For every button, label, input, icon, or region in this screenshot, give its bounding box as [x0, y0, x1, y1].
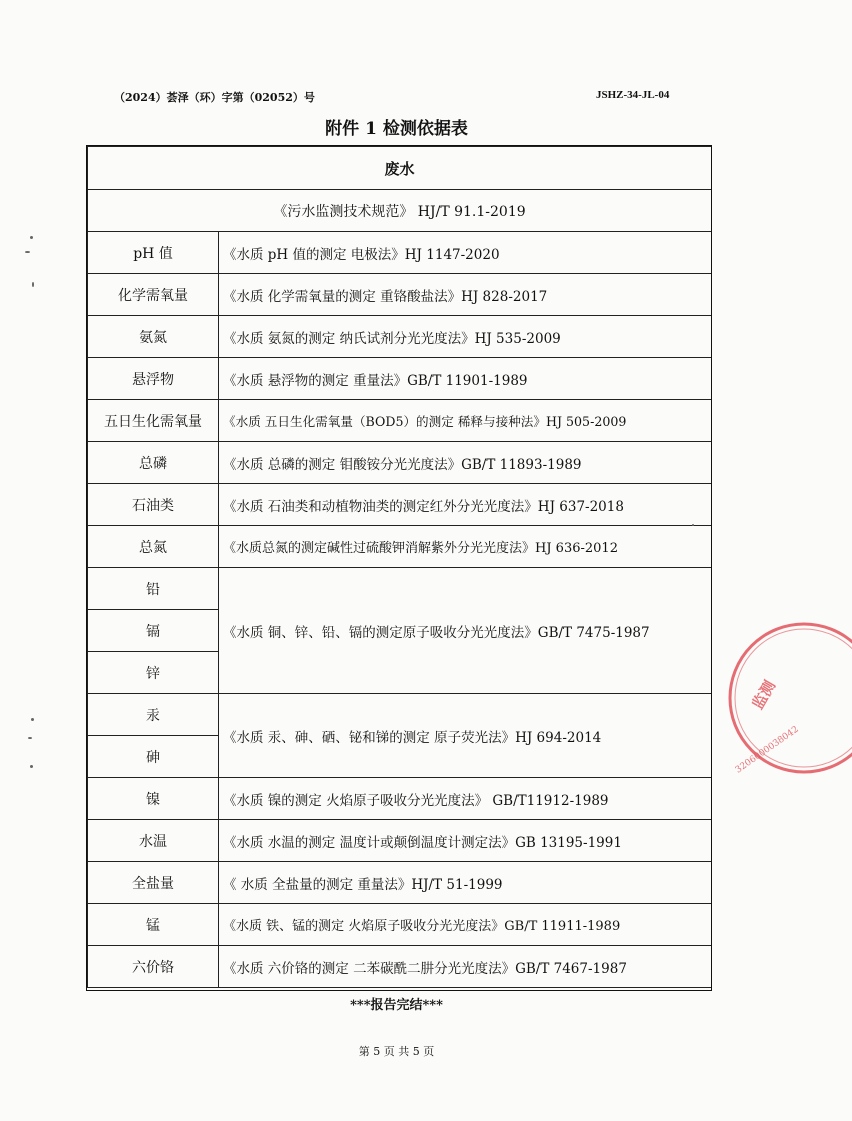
scan-speck	[31, 718, 34, 721]
param-cell: 化学需氧量	[88, 274, 219, 316]
method-cell: 《水质 六价铬的测定 二苯碳酰二肼分光光度法》GB/T 7467-1987	[219, 946, 712, 988]
param-cell: 汞	[88, 694, 219, 736]
method-cell: 《水质 pH 值的测定 电极法》HJ 1147-2020	[219, 232, 712, 274]
scan-speck	[30, 765, 33, 768]
method-cell: 《水质 五日生化需氧量（BOD5）的测定 稀释与接种法》HJ 505-2009	[219, 400, 712, 442]
table-row	[88, 316, 712, 358]
param-cell: 五日生化需氧量	[88, 400, 219, 442]
table-row	[88, 568, 712, 610]
page-title: 附件 1 检测依据表	[325, 119, 468, 139]
param-cell: 水温	[88, 820, 219, 862]
param-cell: 锰	[88, 904, 219, 946]
page-number: 第 5 页 共 5 页	[358, 1045, 435, 1058]
method-cell: 《水质 铜、锌、铅、镉的测定原子吸收分光光度法》GB/T 7475-1987	[219, 568, 712, 694]
table-row	[88, 946, 712, 988]
param-cell: pH 值	[88, 232, 219, 274]
official-seal	[722, 618, 852, 778]
param-cell: 悬浮物	[88, 358, 219, 400]
param-cell: 总氮	[88, 526, 219, 568]
scan-speck	[32, 282, 34, 287]
seal-number: 3206000038042	[733, 724, 801, 776]
table-row	[88, 190, 712, 232]
method-cell: 《水质 氨氮的测定 纳氏试剂分光光度法》HJ 535-2009	[219, 316, 712, 358]
param-cell: 全盐量	[88, 862, 219, 904]
table-row	[88, 904, 712, 946]
table-row	[88, 526, 712, 568]
category-cell: 废水	[88, 147, 712, 190]
table-row	[88, 358, 712, 400]
scan-speck	[28, 737, 32, 739]
table-row	[88, 694, 712, 736]
table-row	[88, 147, 712, 190]
param-cell: 氨氮	[88, 316, 219, 358]
param-cell: 砷	[88, 736, 219, 778]
method-cell: 《水质 总磷的测定 钼酸铵分光光度法》GB/T 11893-1989	[219, 442, 712, 484]
report-number: （2024）荟泽（环）字第（02052）号	[114, 91, 315, 104]
param-cell: 石油类	[88, 484, 219, 526]
table-row	[88, 274, 712, 316]
scan-speck	[692, 524, 694, 526]
svg-text:监测: 监测	[748, 677, 780, 713]
table-row	[88, 400, 712, 442]
param-cell: 镍	[88, 778, 219, 820]
method-cell: 《水质 悬浮物的测定 重量法》GB/T 11901-1989	[219, 358, 712, 400]
table-row	[88, 232, 712, 274]
table-row	[88, 820, 712, 862]
method-cell: 《水质 化学需氧量的测定 重铬酸盐法》HJ 828-2017	[219, 274, 712, 316]
method-cell: 《水质 水温的测定 温度计或颠倒温度计测定法》GB 13195-1991	[219, 820, 712, 862]
param-cell: 总磷	[88, 442, 219, 484]
table-row	[88, 484, 712, 526]
form-code: JSHZ-34-JL-04	[596, 89, 670, 101]
method-cell: 《水质总氮的测定碱性过硫酸钾消解紫外分光光度法》HJ 636-2012	[219, 526, 712, 568]
table-row	[88, 862, 712, 904]
method-cell: 《水质 镍的测定 火焰原子吸收分光光度法》 GB/T11912-1989	[219, 778, 712, 820]
method-cell: 《水质 石油类和动植物油类的测定红外分光光度法》HJ 637-2018	[219, 484, 712, 526]
method-cell: 《 水质 全盐量的测定 重量法》HJ/T 51-1999	[219, 862, 712, 904]
table-row	[88, 778, 712, 820]
param-cell: 铅	[88, 568, 219, 610]
general-standard-cell: 《污水监测技术规范》 HJ/T 91.1-2019	[88, 190, 712, 232]
scan-speck	[25, 251, 30, 253]
scan-speck	[30, 236, 33, 239]
param-cell: 锌	[88, 652, 219, 694]
method-cell: 《水质 汞、砷、硒、铋和锑的测定 原子荧光法》HJ 694-2014	[219, 694, 712, 778]
method-cell: 《水质 铁、锰的测定 火焰原子吸收分光光度法》GB/T 11911-1989	[219, 904, 712, 946]
param-cell: 镉	[88, 610, 219, 652]
basis-table	[87, 146, 712, 988]
param-cell: 六价铬	[88, 946, 219, 988]
table-row	[88, 442, 712, 484]
report-end-mark: ***报告完结***	[350, 998, 443, 1013]
